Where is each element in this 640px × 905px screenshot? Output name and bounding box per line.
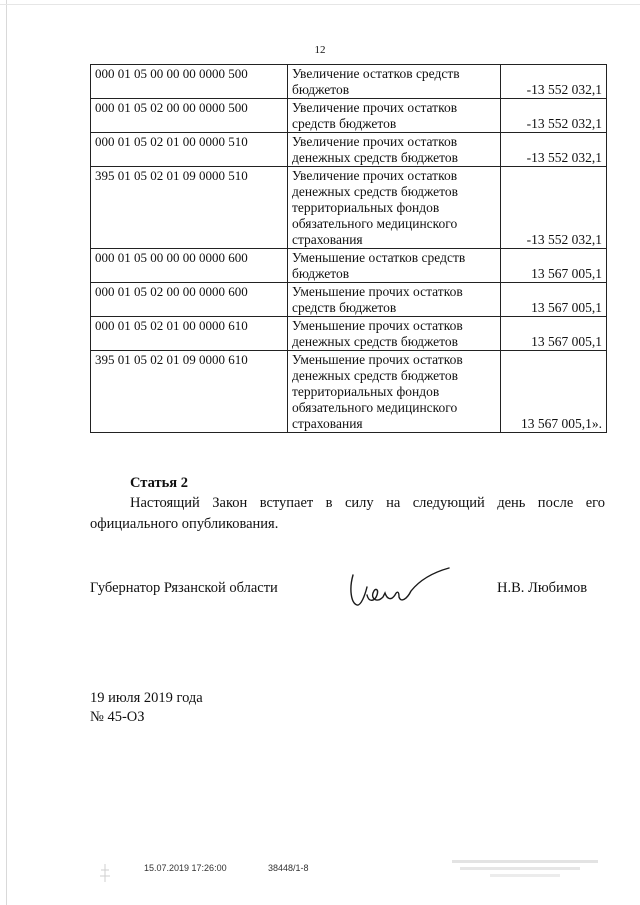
description-line: Уменьшение прочих остатков — [292, 284, 463, 299]
article-title: Статья 2 — [130, 475, 188, 491]
description-cell — [288, 133, 501, 167]
table-row — [91, 167, 607, 249]
article-text: Настоящий Закон вступает в силу на следующий день после его официального опубликования. — [90, 495, 605, 532]
description-line: страхования — [292, 416, 363, 431]
description-line: Уменьшение остатков средств — [292, 250, 466, 265]
page-number: 12 — [314, 44, 326, 56]
budget-code-cell: 395 01 05 02 01 09 0000 510 — [91, 167, 288, 249]
description-line: Уменьшение прочих остатков — [292, 318, 463, 333]
table-row — [91, 133, 607, 167]
description-line: денежных средств бюджетов — [292, 150, 459, 165]
signing-date: 19 июля 2019 года — [90, 690, 203, 706]
table-row — [91, 351, 607, 433]
description-line: средств бюджетов — [292, 116, 397, 131]
description-cell — [288, 283, 501, 317]
amount-cell: -13 552 032,1 — [501, 99, 607, 133]
footer-document-code: 38448/1-8 — [268, 863, 309, 873]
budget-code-cell: 000 01 05 00 00 00 0000 600 — [91, 249, 288, 283]
description-cell — [288, 99, 501, 133]
handwritten-signature — [345, 565, 455, 610]
description-line: Увеличение прочих остатков — [292, 100, 458, 115]
table-row — [91, 317, 607, 351]
description-cell — [288, 317, 501, 351]
description-line: Увеличение остатков средств — [292, 66, 460, 81]
amount-cell: -13 552 032,1 — [501, 167, 607, 249]
table-row — [91, 249, 607, 283]
amount-cell: -13 552 032,1 — [501, 65, 607, 99]
description-line: бюджетов — [292, 266, 350, 281]
budget-code-cell: 000 01 05 00 00 00 0000 500 — [91, 65, 288, 99]
scan-edge-left — [6, 0, 7, 905]
description-line: денежных средств бюджетов — [292, 368, 459, 383]
description-line: территориальных фондов — [292, 200, 440, 215]
description-line: денежных средств бюджетов — [292, 334, 459, 349]
description-line: Увеличение прочих остатков — [292, 134, 458, 149]
governor-title: Губернатор Рязанской области — [90, 580, 278, 596]
budget-code-cell: 000 01 05 02 00 00 0000 600 — [91, 283, 288, 317]
description-line: страхования — [292, 232, 363, 247]
description-line: средств бюджетов — [292, 300, 397, 315]
description-line: обязательного медицинского — [292, 216, 458, 231]
amount-cell: 13 567 005,1 — [501, 249, 607, 283]
amount-cell: -13 552 032,1 — [501, 133, 607, 167]
budget-code-cell: 395 01 05 02 01 09 0000 610 — [91, 351, 288, 433]
description-line: денежных средств бюджетов — [292, 184, 459, 199]
description-cell — [288, 167, 501, 249]
budget-code-cell: 000 01 05 02 00 00 0000 500 — [91, 99, 288, 133]
description-line: бюджетов — [292, 82, 350, 97]
faded-stamp — [450, 856, 600, 884]
law-number: № 45-ОЗ — [90, 709, 145, 725]
governor-name: Н.В. Любимов — [497, 580, 588, 596]
budget-sources-table — [90, 64, 607, 433]
amount-cell: 13 567 005,1 — [501, 317, 607, 351]
description-cell — [288, 249, 501, 283]
table-row — [91, 65, 607, 99]
scan-edge-top — [0, 4, 640, 5]
description-line: обязательного медицинского — [292, 400, 458, 415]
description-cell — [288, 65, 501, 99]
budget-code-cell: 000 01 05 02 01 00 0000 610 — [91, 317, 288, 351]
description-line: Уменьшение прочих остатков — [292, 352, 463, 367]
budget-code-cell: 000 01 05 02 01 00 0000 510 — [91, 133, 288, 167]
amount-cell: 13 567 005,1». — [501, 351, 607, 433]
description-line: Увеличение прочих остатков — [292, 168, 458, 183]
scan-artifact — [98, 862, 112, 884]
footer-timestamp: 15.07.2019 17:26:00 — [144, 863, 227, 873]
amount-cell: 13 567 005,1 — [501, 283, 607, 317]
description-line: территориальных фондов — [292, 384, 440, 399]
table-row — [91, 99, 607, 133]
table-body — [91, 65, 607, 433]
table-row — [91, 283, 607, 317]
description-cell — [288, 351, 501, 433]
